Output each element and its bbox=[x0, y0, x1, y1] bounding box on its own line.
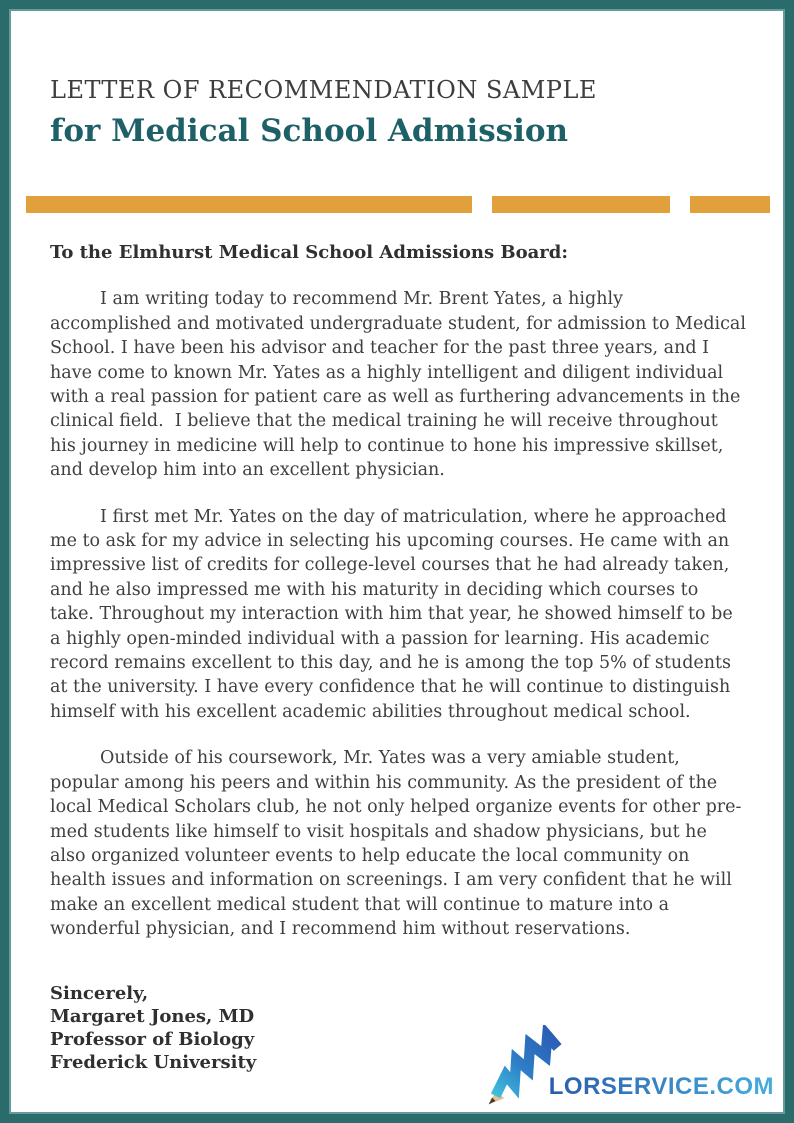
closing-valediction: Sincerely, bbox=[50, 982, 149, 1004]
divider-bar-long bbox=[26, 196, 472, 213]
page-title-kicker: LETTER OF RECOMMENDATION SAMPLE bbox=[50, 76, 597, 104]
closing-signer-title: Professor of Biology bbox=[50, 1028, 255, 1050]
page-title: for Medical School Admission bbox=[50, 112, 569, 149]
divider-bar-medium bbox=[492, 196, 670, 213]
accent-divider-bars bbox=[26, 196, 770, 213]
letter-paragraph-2: I first met Mr. Yates on the day of matriculation, where he approached me to ask for my advice in selecting his upcoming courses. He came with an impressive list of credits for college-level courses that he had already taken, and he also impressed me with his maturity in deciding which courses to take. Throughout my interaction with him that year, he showed himself to be a highly open-minded individual with a passion for learning. His academic record remains excellent to this day, and he is among the top 5% of students at the university. I have every confidence that he will continue to distinguish himself with his excellent academic abilities throughout medical school. bbox=[50, 506, 739, 722]
page-header bbox=[0, 0, 794, 150]
site-logo bbox=[485, 1025, 774, 1107]
letter-paragraph-1: I am writing today to recommend Mr. Brent Yates, a highly accomplished and motivated undergraduate student, for admission to Medical School. I have been his advisor and teacher for the past three years, and I have come to known Mr. Yates as a highly intelligent and diligent individual with a real passion for patient care as well as furthering advancements in the clinical field. I believe that the medical training he will receive throughout his journey in medicine will help to continue to hone his impressive skillset, and develop him into an excellent physician. bbox=[50, 289, 752, 481]
letter-salutation: To the Elmhurst Medical School Admissions Board: bbox=[50, 241, 569, 263]
logo-wordmark: LORSERVICE.COM bbox=[549, 1073, 774, 1107]
divider-bar-short bbox=[690, 196, 770, 213]
closing-signer-institution: Frederick University bbox=[50, 1051, 257, 1073]
letter-paragraph-3: Outside of his coursework, Mr. Yates was a very amiable student, popular among his peers and within his community. As the president of the local Medical Scholars club, he not only helped organize events for other pre-med students like himself to visit hospitals and shadow physicians, but he also organized volunteer events to help educate the local community on health issues and information on screenings. I am very confident that he will make an excellent medical student that will continue to mature into a wonderful physician, and I recommend him without reservations. bbox=[50, 748, 742, 940]
letter-body bbox=[50, 241, 752, 1074]
closing-signer-name: Margaret Jones, MD bbox=[50, 1005, 255, 1027]
